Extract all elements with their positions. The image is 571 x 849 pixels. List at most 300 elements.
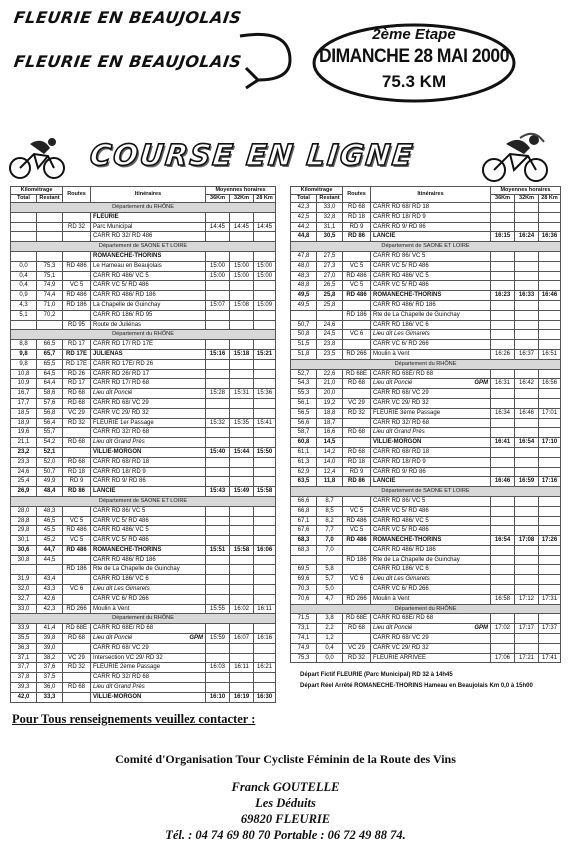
itinerary (371, 496, 491, 506)
table-row (291, 349, 561, 359)
time-36km: 15:16 (206, 349, 230, 359)
km-restant: 24,5 (317, 330, 343, 340)
table-row (11, 418, 276, 428)
table-row (291, 438, 561, 448)
time-36km (206, 477, 230, 487)
itinerary-text: CARR RD 68E/ RD 68 (93, 625, 154, 632)
time-36km (206, 310, 230, 320)
time-36km (206, 457, 230, 467)
time-36km: 16:31 (491, 379, 515, 389)
km-total: 70,3 (291, 585, 317, 595)
time-32km (515, 643, 539, 653)
itinerary-text: CARR RD 17E/ RD 26 (93, 360, 154, 367)
department-label: Département du RHÔNE (11, 614, 276, 624)
time-36km (206, 585, 230, 595)
time-32km: 16:02 (230, 604, 254, 614)
time-32km (230, 398, 254, 408)
table-row (11, 555, 276, 565)
route-code: RD 32 (63, 418, 91, 428)
itinerary-text: Rte de La Chapelle de Guinchay (373, 556, 460, 563)
km-total (11, 320, 37, 330)
itinerary-text: CARR RD 486/ VC 5 (373, 272, 429, 279)
itinerary (91, 379, 206, 389)
time-36km (491, 575, 515, 585)
route-code (343, 496, 371, 506)
time-32km (515, 330, 539, 340)
km-total: 44,2 (291, 222, 317, 232)
time-32km: 16:19 (230, 692, 254, 702)
itinerary (371, 477, 491, 487)
time-28km (254, 379, 276, 389)
route-code (63, 555, 91, 565)
time-28km (254, 516, 276, 526)
route-code (343, 418, 371, 428)
header-28km: 28 Km (539, 195, 561, 203)
km-total: 16,7 (11, 389, 37, 399)
km-restant: 0,4 (317, 643, 343, 653)
km-restant: 75,3 (37, 261, 63, 271)
route-code: RD 68 (343, 624, 371, 634)
table-row (11, 408, 276, 418)
km-restant: 38,2 (37, 653, 63, 663)
itinerary-text: CARR VC 5/ RD 486 (373, 507, 429, 514)
km-total: 36,3 (11, 643, 37, 653)
time-32km: 15:44 (230, 447, 254, 457)
km-total: 54,3 (291, 379, 317, 389)
time-28km: 16:16 (254, 634, 276, 644)
time-36km (206, 624, 230, 634)
route-code: VC 29 (343, 643, 371, 653)
time-28km: 16:11 (254, 604, 276, 614)
time-28km: 16:30 (254, 692, 276, 702)
time-28km: 16:46 (539, 291, 561, 301)
route-code: VC 5 (343, 261, 371, 271)
itinerary-text: CARR RD 86/ VC 5 (373, 252, 426, 259)
route-code: RD 266 (343, 349, 371, 359)
route-table-right (290, 186, 561, 663)
header-total: Total (291, 195, 317, 203)
course-title: COURSE EN LIGNE (88, 138, 416, 172)
itinerary (91, 212, 206, 222)
time-32km (230, 251, 254, 261)
km-total: 50,8 (291, 330, 317, 340)
time-28km (254, 683, 276, 693)
km-restant: 22,6 (317, 369, 343, 379)
itinerary (91, 340, 206, 350)
itinerary-text: Rte de La Chapelle de Guinchay (373, 311, 460, 318)
time-28km: 17:37 (539, 624, 561, 634)
table-row (291, 203, 561, 213)
department-section-row (291, 604, 561, 614)
km-total: 26,9 (11, 487, 37, 497)
table-row (291, 369, 561, 379)
km-restant: 12,4 (317, 467, 343, 477)
time-36km (206, 575, 230, 585)
time-36km: 15:51 (206, 545, 230, 555)
time-32km (515, 261, 539, 271)
time-28km (539, 457, 561, 467)
table-row (11, 487, 276, 497)
time-32km: 16:54 (515, 438, 539, 448)
gpm-badge: GPM (474, 625, 489, 632)
table-row (11, 653, 276, 663)
time-28km (254, 624, 276, 634)
route-code: RD 9 (343, 467, 371, 477)
time-28km: 16:06 (254, 545, 276, 555)
route-code (63, 271, 91, 281)
itinerary-text: Lieu dit Les Gimarets (373, 576, 430, 583)
itinerary (371, 536, 491, 546)
department-section-row (291, 487, 561, 497)
time-36km: 16:23 (491, 291, 515, 301)
time-32km: 15:00 (230, 271, 254, 281)
itinerary-text: FLEURIE ARRIVEE (373, 654, 427, 661)
route-code: RD 17 (63, 379, 91, 389)
time-28km (254, 594, 276, 604)
time-36km (491, 457, 515, 467)
time-28km: 15:00 (254, 271, 276, 281)
itinerary-text: Lieu dit Poncié (373, 380, 413, 387)
km-total: 23,2 (11, 447, 37, 457)
km-restant: 21,0 (317, 379, 343, 389)
time-32km (515, 300, 539, 310)
time-36km: 16:54 (491, 536, 515, 546)
time-28km (254, 673, 276, 683)
km-restant: 54,2 (37, 438, 63, 448)
time-28km (539, 251, 561, 261)
itinerary (371, 330, 491, 340)
time-36km (206, 212, 230, 222)
itinerary-text: VILLIE-MORGON (93, 693, 142, 700)
time-28km (254, 428, 276, 438)
time-28km (254, 438, 276, 448)
time-28km (539, 389, 561, 399)
gpm-badge: GPM (474, 380, 489, 387)
time-28km: 16:36 (539, 232, 561, 242)
itinerary (371, 506, 491, 516)
km-total: 18,5 (11, 408, 37, 418)
itinerary-text: CARR RD 9/ RD 86 (373, 468, 426, 475)
department-section-row (11, 330, 276, 340)
table-row (11, 212, 276, 222)
time-28km (539, 565, 561, 575)
km-restant: 43,3 (37, 585, 63, 595)
route-code: RD 486 (343, 536, 371, 546)
itinerary-text: CARR RD 32/ RD 68 (373, 419, 430, 426)
km-restant: 56,4 (37, 418, 63, 428)
table-row (291, 467, 561, 477)
km-total: 66,6 (291, 496, 317, 506)
km-restant: 3,8 (317, 614, 343, 624)
itinerary-text: Lieu dit Poncié (373, 625, 413, 632)
route-code: RD 486 (63, 261, 91, 271)
time-32km (515, 389, 539, 399)
time-28km (254, 408, 276, 418)
km-restant: 5,7 (317, 575, 343, 585)
time-36km (491, 516, 515, 526)
itinerary-text: LANCIE (373, 478, 396, 485)
route-code: RD 18 (63, 467, 91, 477)
km-total: 39,3 (11, 683, 37, 693)
km-restant: 44,5 (37, 555, 63, 565)
time-32km: 15:18 (230, 349, 254, 359)
time-36km (206, 251, 230, 261)
table-row (11, 438, 276, 448)
time-28km: 15:21 (254, 349, 276, 359)
km-total (11, 212, 37, 222)
km-total: 33,0 (11, 604, 37, 614)
time-28km (539, 614, 561, 624)
itinerary-text: CARR RD 486/ VC 5 (373, 517, 429, 524)
itinerary-text: Moulin à Vent (373, 350, 410, 357)
km-total: 68,3 (291, 545, 317, 555)
table-row (291, 447, 561, 457)
table-row (291, 251, 561, 261)
time-32km (230, 477, 254, 487)
itinerary (91, 555, 206, 565)
time-36km (206, 232, 230, 242)
time-32km (515, 398, 539, 408)
itinerary-text: CARR RD 68/ VC 29 (373, 635, 429, 642)
time-28km (254, 477, 276, 487)
time-28km (254, 398, 276, 408)
time-28km (539, 447, 561, 457)
time-32km: 16:24 (515, 232, 539, 242)
itinerary (91, 565, 206, 575)
itinerary (91, 232, 206, 242)
km-total: 69,6 (291, 575, 317, 585)
time-32km: 17:12 (515, 594, 539, 604)
km-restant: 66,5 (37, 340, 63, 350)
km-restant: 23,5 (317, 349, 343, 359)
itinerary-text: CARR VC 29/ RD 32 (373, 399, 429, 406)
time-28km (539, 340, 561, 350)
header-moyennes: Moyennes horaires (206, 187, 276, 195)
itinerary (371, 565, 491, 575)
header-itineraires: Itinéraires (371, 187, 491, 203)
time-36km (491, 389, 515, 399)
itinerary (91, 477, 206, 487)
km-total: 56,5 (291, 408, 317, 418)
itinerary (371, 203, 491, 213)
itinerary-text: Lieu dit Grand Près (373, 429, 425, 436)
time-36km (206, 653, 230, 663)
time-36km (206, 291, 230, 301)
km-total: 23,3 (11, 457, 37, 467)
km-restant (317, 310, 343, 320)
table-row (11, 251, 276, 261)
header-moyennes: Moyennes horaires (491, 187, 561, 195)
itinerary-text: Lieu dit Poncié (93, 390, 133, 397)
route-code: VC 5 (63, 536, 91, 546)
km-restant: 74,9 (37, 281, 63, 291)
itinerary-text: CARR RD 86/ VC 5 (93, 507, 146, 514)
table-row (291, 418, 561, 428)
time-28km (539, 526, 561, 536)
time-32km (230, 359, 254, 369)
time-36km (491, 281, 515, 291)
itinerary (371, 398, 491, 408)
header-kilometrage: Kilométrage (11, 187, 63, 195)
stage-date: DIMANCHE 28 MAI 2000 (319, 46, 509, 67)
km-restant: 18,8 (317, 408, 343, 418)
itinerary (91, 222, 206, 232)
time-32km (230, 428, 254, 438)
stage-badge (310, 20, 518, 106)
route-code: RD 486 (63, 526, 91, 536)
time-32km: 16:33 (515, 291, 539, 301)
route-code (63, 575, 91, 585)
table-row (11, 575, 276, 585)
route-code: RD 68 (343, 379, 371, 389)
route-code: RD 68 (63, 683, 91, 693)
route-code: RD 32 (343, 408, 371, 418)
route-code (63, 447, 91, 457)
km-total: 56,1 (291, 398, 317, 408)
time-32km (515, 212, 539, 222)
time-36km (206, 643, 230, 653)
route-code: VC 29 (63, 653, 91, 663)
km-total: 31,9 (11, 575, 37, 585)
km-restant: 65,7 (37, 349, 63, 359)
title-fleurie-line1: FLEURIE EN BEAUJOLAIS (12, 8, 243, 27)
itinerary (371, 653, 491, 663)
route-code: VC 6 (63, 585, 91, 595)
table-row (291, 457, 561, 467)
route-code: RD 86 (343, 232, 371, 242)
km-restant: 37,5 (37, 673, 63, 683)
km-restant: 48,3 (37, 506, 63, 516)
km-total: 42,3 (291, 203, 317, 213)
itinerary (91, 683, 206, 693)
itinerary-text: CARR VC 5/ RD 486 (93, 537, 149, 544)
itinerary (91, 457, 206, 467)
header-routes: Routes (63, 187, 91, 203)
itinerary (371, 624, 491, 634)
km-total: 35,5 (11, 634, 37, 644)
itinerary (371, 300, 491, 310)
time-28km (254, 359, 276, 369)
itinerary-text: Lieu dit Grand Près (93, 439, 145, 446)
itinerary (91, 692, 206, 702)
route-code (63, 692, 91, 702)
itinerary (371, 310, 491, 320)
time-36km (206, 359, 230, 369)
route-code (343, 340, 371, 350)
table-row (291, 555, 561, 565)
table-row (291, 634, 561, 644)
time-32km (230, 379, 254, 389)
km-total: 61,1 (291, 447, 317, 457)
route-code: VC 5 (343, 506, 371, 516)
time-32km (515, 369, 539, 379)
itinerary (91, 663, 206, 673)
time-32km (230, 291, 254, 301)
time-32km (230, 536, 254, 546)
km-total: 0,4 (11, 281, 37, 291)
route-code: RD 186 (63, 300, 91, 310)
time-28km (254, 526, 276, 536)
itinerary-text: CARR VC 6/ RD 266 (93, 595, 149, 602)
time-28km (254, 643, 276, 653)
km-restant: 20,0 (317, 389, 343, 399)
km-restant: 64,4 (37, 379, 63, 389)
time-32km (230, 683, 254, 693)
itinerary (91, 251, 206, 261)
time-36km: 17:06 (491, 653, 515, 663)
km-restant: 75,1 (37, 271, 63, 281)
time-32km (230, 585, 254, 595)
time-28km (539, 467, 561, 477)
km-restant (37, 565, 63, 575)
itinerary-text: FLEURIE 1er Passage (93, 419, 154, 426)
route-code: RD 86 (63, 487, 91, 497)
time-36km (491, 467, 515, 477)
time-32km (230, 516, 254, 526)
km-restant: 46,5 (37, 516, 63, 526)
time-32km: 15:49 (230, 487, 254, 497)
time-32km (230, 624, 254, 634)
km-total: 67,6 (291, 526, 317, 536)
time-28km (539, 310, 561, 320)
contact-phone: Tél. : 04 74 69 80 70 Portable : 06 72 49 88 74. (165, 828, 406, 842)
time-32km (515, 203, 539, 213)
itinerary-text: CARR RD 18/ RD 9 (373, 458, 426, 465)
time-32km: 17:21 (515, 653, 539, 663)
time-36km: 15:55 (206, 604, 230, 614)
route-table-left (10, 186, 276, 703)
time-28km (254, 310, 276, 320)
itinerary (371, 643, 491, 653)
time-28km (254, 506, 276, 516)
time-28km (254, 565, 276, 575)
time-28km: 16:51 (539, 349, 561, 359)
km-total: 32,0 (11, 585, 37, 595)
time-36km: 16:15 (491, 232, 515, 242)
time-28km: 16:56 (539, 379, 561, 389)
itinerary-text: Lieu dit Poncié (93, 635, 133, 642)
itinerary (371, 389, 491, 399)
time-32km (515, 516, 539, 526)
time-32km (515, 506, 539, 516)
table-row (11, 477, 276, 487)
itinerary (371, 379, 491, 389)
table-row (291, 310, 561, 320)
table-row (291, 281, 561, 291)
table-row (291, 594, 561, 604)
itinerary-text: CARR RD 32/ RD 68 (93, 674, 150, 681)
time-36km (491, 310, 515, 320)
time-28km (539, 271, 561, 281)
time-36km (206, 398, 230, 408)
km-restant: 30,5 (317, 232, 343, 242)
itinerary (371, 281, 491, 291)
itinerary-text: ROMANECHE-THORINS (373, 292, 442, 299)
itinerary-text: CARR VC 5/ RD 486 (93, 517, 149, 524)
time-36km (206, 379, 230, 389)
route-code: RD 486 (63, 291, 91, 301)
route-code: RD 18 (343, 212, 371, 222)
time-28km (539, 575, 561, 585)
time-28km: 15:36 (254, 389, 276, 399)
itinerary (371, 614, 491, 624)
itinerary-text: CARR RD 32/ RD 68 (93, 429, 150, 436)
table-row (11, 692, 276, 702)
table-row (11, 379, 276, 389)
table-row (11, 624, 276, 634)
time-32km (230, 369, 254, 379)
km-total: 68,3 (291, 536, 317, 546)
